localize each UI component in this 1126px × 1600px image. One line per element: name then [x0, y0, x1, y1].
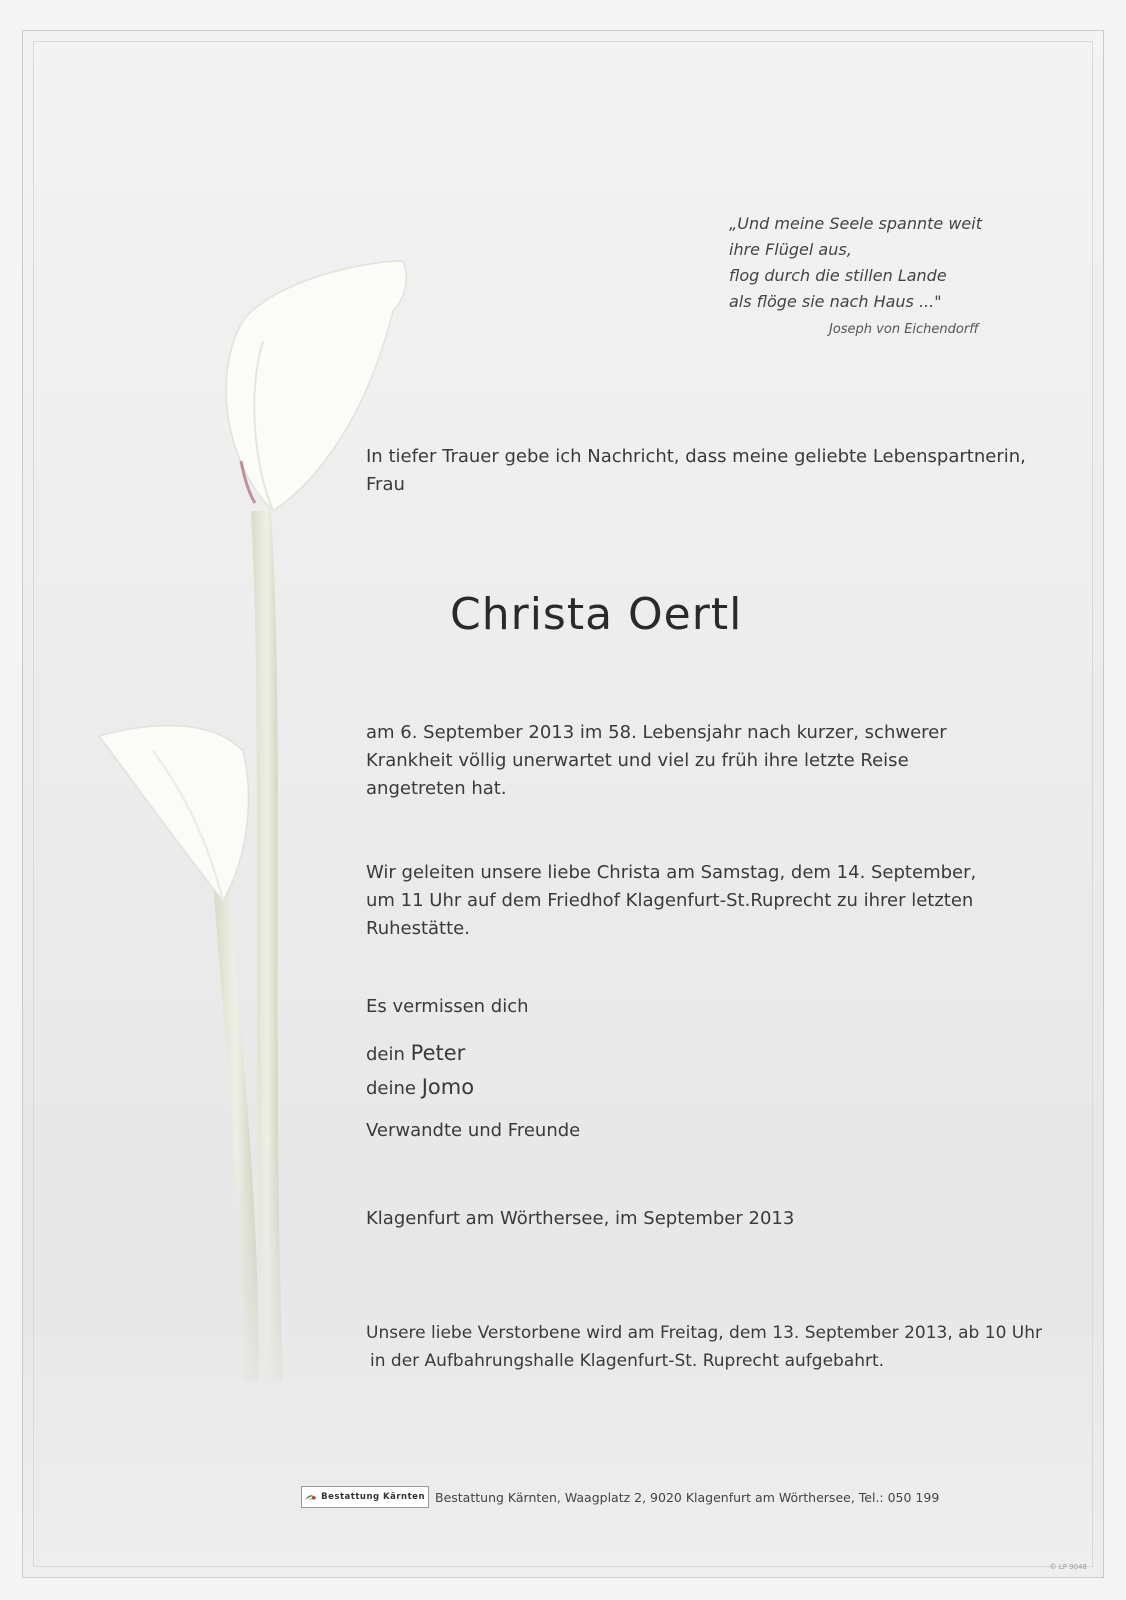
- funeral-line: um 11 Uhr auf dem Friedhof Klagenfurt-St.Ruprecht zu ihrer letzten: [366, 890, 974, 911]
- quote-author: Joseph von Eichendorff: [829, 322, 979, 337]
- funeral-info: [366, 859, 976, 943]
- quote-line: ihre Flügel aus,: [729, 240, 852, 259]
- mourners-heading: Es vermissen dich: [366, 996, 529, 1017]
- mourner-peter: [366, 1039, 465, 1069]
- place-date: Klagenfurt am Wörthersee, im September 2013: [366, 1208, 795, 1229]
- poem-quote: [729, 211, 1029, 343]
- viewing-line: in der Aufbahrungshalle Klagenfurt-St. Ruprecht aufgebahrt.: [370, 1351, 885, 1371]
- intro-line: In tiefer Trauer gebe ich Nachricht, dass meine geliebte Lebenspartnerin,: [366, 446, 1026, 467]
- funeral-line: Wir geleiten unsere liebe Christa am Samstag, dem 14. September,: [366, 862, 977, 883]
- footer: [301, 1486, 939, 1508]
- deceased-name: Christa Oertl: [450, 589, 743, 640]
- mourner-prefix: dein: [366, 1044, 405, 1065]
- footer-address: Bestattung Kärnten, Waagplatz 2, 9020 Klagenfurt am Wörthersee, Tel.: 050 199: [435, 1489, 940, 1505]
- mourner-jomo: [366, 1073, 474, 1103]
- intro-text: [366, 443, 1026, 499]
- obituary-sheet: [22, 30, 1104, 1578]
- quote-line: „Und meine Seele spannte weit: [729, 214, 982, 233]
- undertaker-logo: [301, 1486, 429, 1508]
- print-code: © LP 9048: [1049, 1563, 1087, 1571]
- quote-line: als flöge sie nach Haus ...": [729, 292, 942, 311]
- viewing-line: Unsere liebe Verstorbene wird am Freitag, dem 13. September 2013, ab 10 Uhr: [366, 1323, 1042, 1343]
- mourner-others: Verwandte und Freunde: [366, 1120, 581, 1141]
- death-notice-line: am 6. September 2013 im 58. Lebensjahr nach kurzer, schwerer: [366, 722, 947, 743]
- mourner-name: Peter: [410, 1041, 466, 1065]
- funeral-line: Ruhestätte.: [366, 918, 470, 939]
- logo-text: Bestattung Kärnten: [321, 1492, 425, 1502]
- mourner-name: Jomo: [421, 1075, 475, 1099]
- quote-line: flog durch die stillen Lande: [729, 266, 947, 285]
- leaf-icon: [305, 1489, 317, 1505]
- intro-line: Frau: [366, 474, 405, 495]
- death-notice-line: Krankheit völlig unerwartet und viel zu früh ihre letzte Reise: [366, 750, 909, 771]
- death-notice-line: angetreten hat.: [366, 778, 507, 799]
- calla-lily-image: [73, 231, 433, 1431]
- death-notice: [366, 719, 947, 803]
- mourner-prefix: deine: [366, 1078, 416, 1099]
- viewing-info: [366, 1319, 1042, 1375]
